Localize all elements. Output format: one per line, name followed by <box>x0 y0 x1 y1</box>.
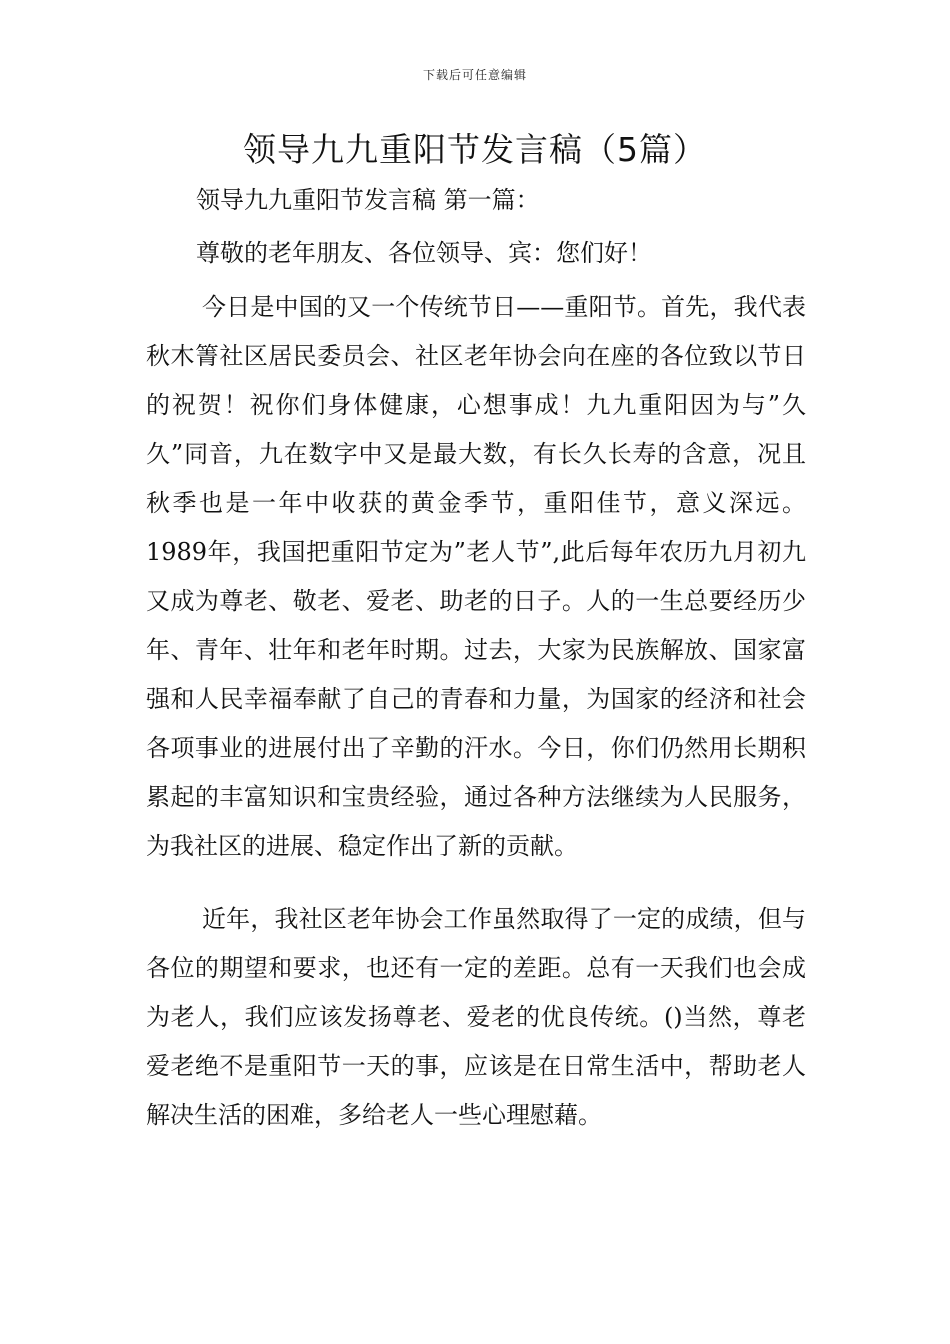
document-body <box>146 176 806 1140</box>
paragraph-2: 近年，我社区老年协会工作虽然取得了一定的成绩，但与各位的期望和要求，也还有一定的差距。总有一天我们也会成为老人，我们应该发扬尊老、爱老的优良传统。()当然，尊老爱老绝不是重阳节一天的事，应该是在日常生活中，帮助老人解决生活的困难，多给老人一些心理慰藉。 <box>146 905 806 1129</box>
header-note: 下载后可任意编辑 <box>422 68 527 82</box>
paragraph-1: 今日是中国的又一个传统节日——重阳节。首先，我代表秋木箐社区居民委员会、社区老年协会向在座的各位致以节日的祝贺！祝你们身体健康，心想事成！九九重阳因为与”久久”同音，九在数字中又是最大数，有长久长寿的含意，况且秋季也是一年中收获的黄金季节，重阳佳节，意义深远。1989年，我国把重阳节定为”老人节”,此后每年农历九月初九又成为尊老、敬老、爱老、助老的日子。人的一生总要经历少年、青年、壮年和老年时期。过去，大家为民族解放、国家富强和人民幸福奉献了自己的青春和力量，为国家的经济和社会各项事业的进展付出了辛勤的汗水。今日，你们仍然用长期积累起的丰富知识和宝贵经验，通过各种方法继续为人民服务，为我社区的进展、稳定作出了新的贡献。 <box>146 293 806 860</box>
section-subheading: 领导九九重阳节发言稿 第一篇： <box>196 186 540 214</box>
greeting-line: 尊敬的老年朋友、各位领导、宾：您们好！ <box>196 239 652 267</box>
document-title: 领导九九重阳节发言稿（5篇） <box>243 130 707 169</box>
